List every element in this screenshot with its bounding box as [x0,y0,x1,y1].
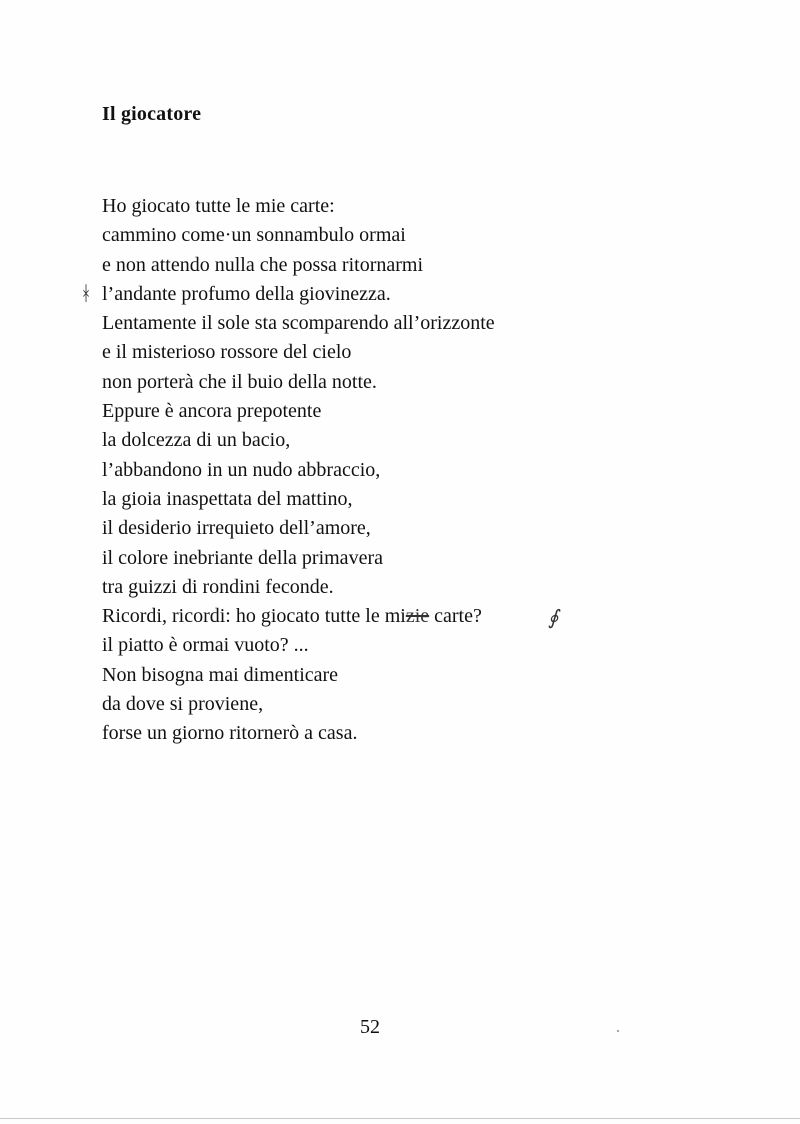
line-text-after: carte? [429,605,482,628]
poem-line: non porterà che il buio della notte. [102,370,377,393]
scan-edge-line [0,1118,800,1119]
poem-line-corrected [102,602,662,631]
proofreading-mark-left: ᚼ [80,283,92,305]
poem-line: Non bisogna mai dimenticare [102,663,339,686]
poem-line: la gioia inaspettata del mattino, [102,487,353,510]
poem-line: il colore inebriante della primavera [102,546,383,569]
poem-line: Eppure è ancora prepotente [102,400,322,423]
poem-line: cammino come·un sonnambulo ormai [102,224,406,247]
poem-line: il desiderio irrequieto dell’amore, [102,517,371,540]
struck-text: zie [405,605,430,628]
poem-line: Ho giocato tutte le mie carte: [102,195,335,217]
poem-title: Il giocatore [102,103,202,125]
line-text-before: Ricordi, ricordi: ho giocato tutte le mi [102,605,406,628]
scan-speck [617,1030,619,1032]
poem-line: da dove si proviene, [102,693,264,716]
poem-body [102,192,662,749]
poem-line: e il misterioso rossore del cielo [102,341,352,364]
poem-line: Lentamente il sole sta scomparendo all’orizzonte [102,312,495,335]
page-number: 52 [360,1016,380,1038]
poem-line: l’abbandono in un nudo abbraccio, [102,458,381,481]
proofreading-mark-right: ∮ [548,607,559,629]
poem-line: forse un giorno ritornerò a casa. [102,722,358,745]
poem-line: e non attendo nulla che possa ritornarmi [102,253,424,276]
poem-line: tra guizzi di rondini feconde. [102,575,334,598]
poem-line: la dolcezza di un bacio, [102,429,291,452]
poem-line: l’andante profumo della giovinezza. [102,282,391,305]
poem-line: il piatto è ormai vuoto? ... [102,634,309,657]
